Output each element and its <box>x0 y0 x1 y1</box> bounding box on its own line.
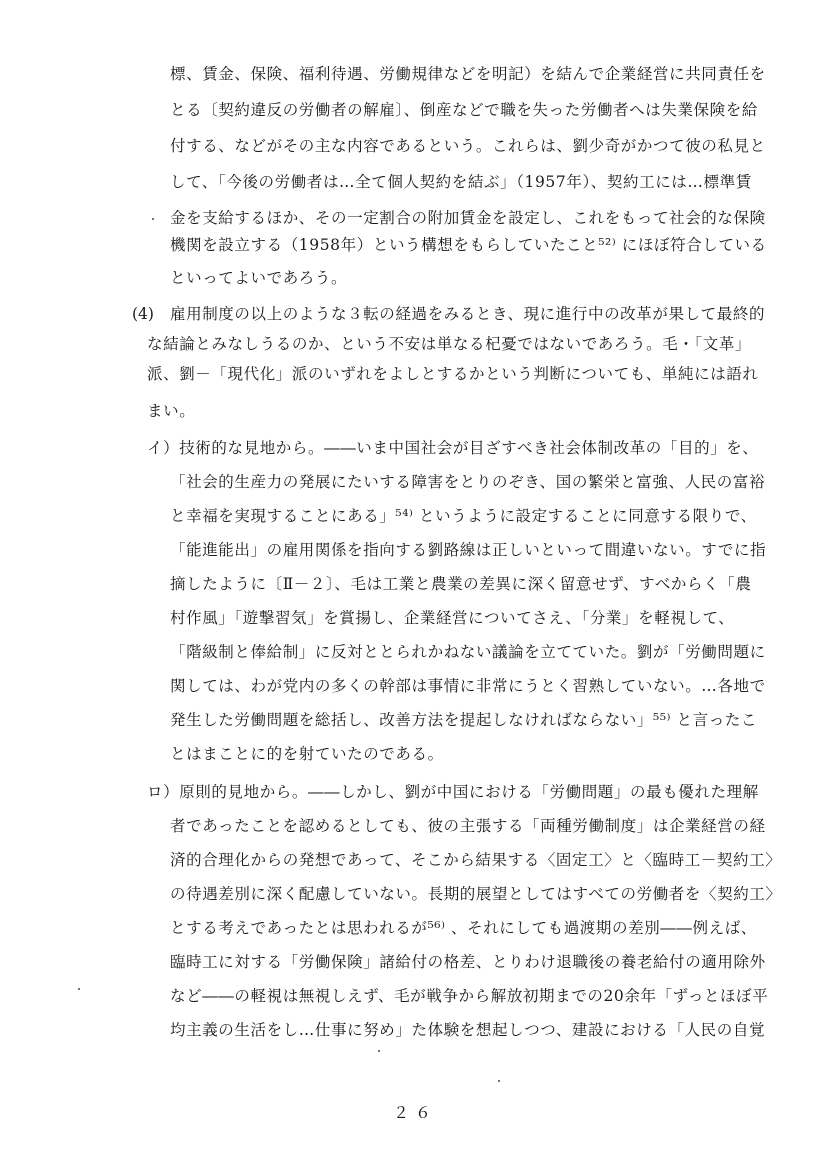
text-line-14: と幸福を実現することにある」⁵⁴⁾ というように設定することに同意する限りで、 <box>170 507 757 525</box>
scan-speck <box>78 988 80 990</box>
text-line-25: の待遇差別に深く配慮していない。長期的展望としてはすべての労働者を〈契約工〉 <box>170 885 782 903</box>
scan-speck <box>498 1080 500 1082</box>
text-line-26: とする考えであったとは思われるが⁵⁶⁾ 、それにしても過渡期の差別――例えば、 <box>170 919 757 937</box>
text-line-27: 臨時工に対する「労働保険」諸給付の格差、とりわけ退職後の養老給付の適用除外 <box>170 953 766 971</box>
page-number: ２６ <box>393 1103 438 1122</box>
text-line-8: 雇用制度の以上のような３転の経過をみるとき、現に進行中の改革が果して最終的 <box>170 305 766 323</box>
text-line-7: といってよいであろう。 <box>170 269 348 287</box>
text-line-29: 均主義の生活をし…仕事に努め」た体験を想起しつつ、建設における「人民の自覚 <box>170 1021 766 1039</box>
scan-speck <box>378 1050 380 1052</box>
text-line-13: 「社会的生産力の発展にたいする障害をとりのぞき、国の繁栄と富強、人民の富裕 <box>170 473 766 491</box>
text-line-22: ロ）原則的見地から。――しかし、劉が中国における「労働問題」の最も優れた理解 <box>147 783 759 801</box>
scan-speck <box>152 218 154 220</box>
text-line-9: な結論とみなしうるのか、という不安は単なる杞憂ではないであろう。毛・「文革」 <box>147 335 752 353</box>
text-line-17: 村作風」「遊撃習気」を賞揚し、企業経営についてさえ、「分業」を軽視して、 <box>170 609 735 627</box>
text-line-18: 「階級制と俸給制」に反対ととられかねない議論を立てていた。劉が「労働問題に <box>170 643 766 661</box>
text-line-6: 機関を設立する（1958年）という構想をもらしていたこと⁵²⁾ にほぼ符合している <box>170 236 767 254</box>
text-line-28: など――の軽視は無視しえず、毛が戦争から解放初期までの20余年「ずっとほぼ平 <box>170 987 769 1005</box>
text-line-1: 標、賃金、保険、福利待遇、労働規律などを明記）を結んで企業経営に共同責任を <box>170 65 766 83</box>
text-line-3: 付する、などがその主な内容であるという。これらは、劉少奇がかつて彼の私見と <box>170 137 766 155</box>
text-line-24: 済的合理化からの発想であって、そこから結果する〈固定工〉と〈臨時工－契約工〉 <box>170 851 782 869</box>
text-line-10: 派、劉－「現代化」派のいずれをよしとするかという判断についても、単純には語れ <box>147 365 759 383</box>
text-line-21: とはまことに的を射ていたのである。 <box>170 745 444 763</box>
text-line-4: して、「今後の労働者は…全て個人契約を結ぶ」（1957年）、契約工には…標準賃 <box>170 173 752 191</box>
section-4-marker: (4) <box>132 305 154 323</box>
text-line-12: イ）技術的な見地から。――いま中国社会が目ざすべき社会体制改革の「目的」を、 <box>147 439 759 457</box>
text-line-5: 金を支給するほか、その一定割合の附加賃金を設定し、これをもって社会的な保険 <box>170 209 766 227</box>
text-line-2: とる〔契約違反の労働者の解雇〕、倒産などで職を失った労働者へは失業保険を給 <box>170 101 758 119</box>
text-line-16: 摘したように〔Ⅱ－２〕、毛は工業と農業の差異に深く留意せず、すべからく「農 <box>170 575 752 593</box>
text-line-11: まい。 <box>147 402 196 420</box>
text-line-20: 発生した労働問題を総括し、改善方法を提起しなければならない」⁵⁵⁾ と言ったこ <box>170 711 758 729</box>
text-line-23: 者であったことを認めるとしても、彼の主張する「両種労働制度」は企業経営の経 <box>170 817 766 835</box>
text-line-15: 「能進能出」の雇用関係を指向する劉路線は正しいといって間違いない。すでに指 <box>170 541 767 559</box>
text-line-19: 関しては、わが党内の多くの幹部は事情に非常にうとく習熟していない。…各地で <box>170 677 766 695</box>
